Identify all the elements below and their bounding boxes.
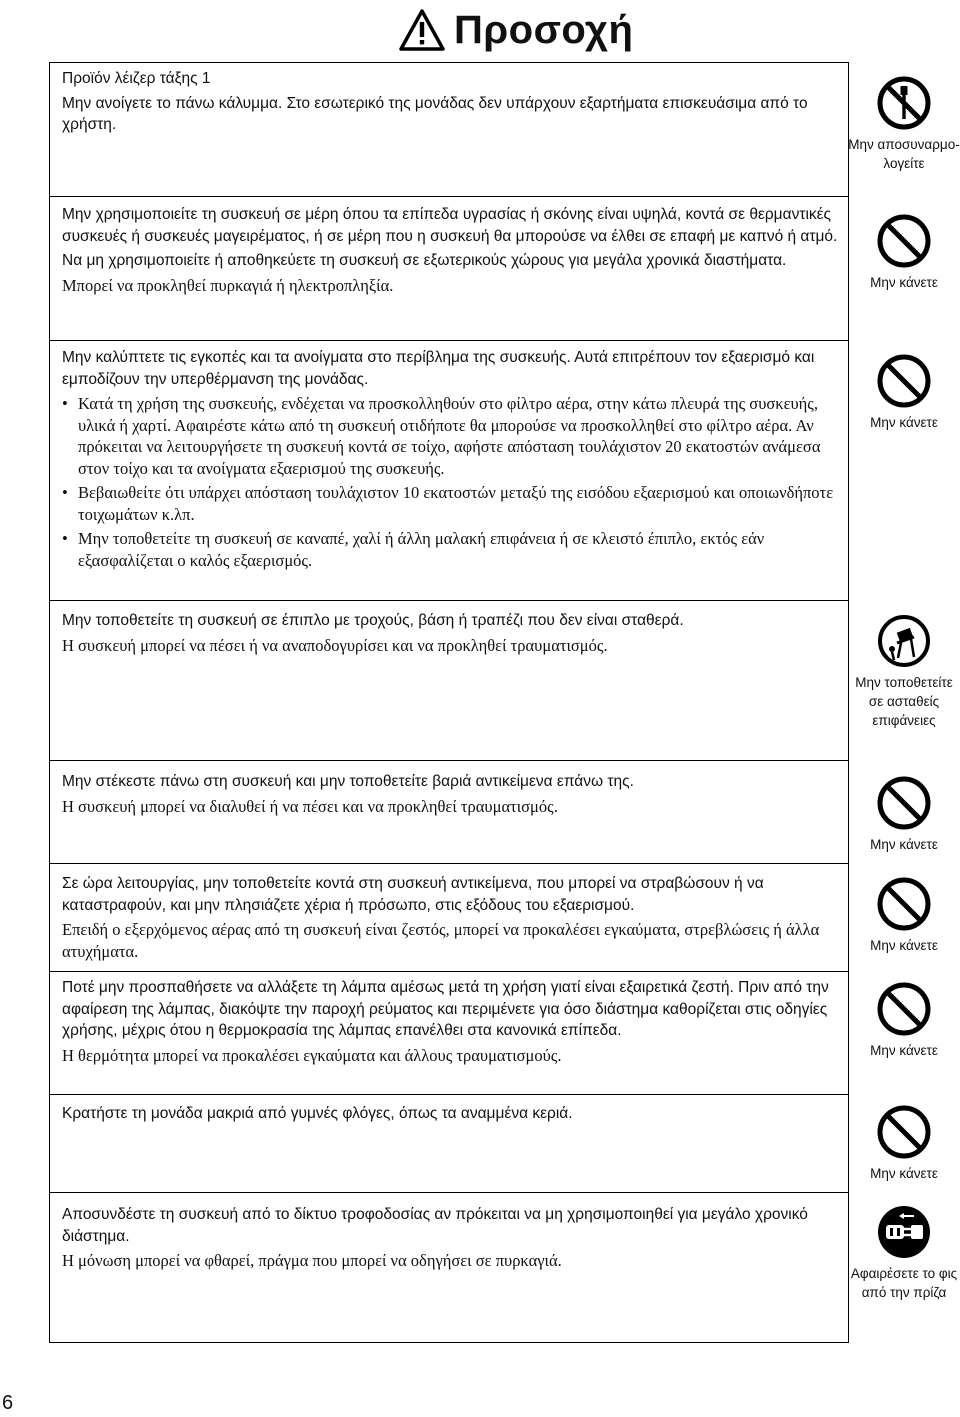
prohibited-icon <box>876 981 932 1037</box>
divider <box>49 1192 849 1193</box>
icon-label: Μην κάνετε <box>870 1043 938 1058</box>
icon-label: Μην αποσυναρμο-λογείτε <box>848 137 960 171</box>
divider <box>49 971 849 972</box>
section-note: Μπορεί να προκληθεί πυρκαγιά ή ηλεκτροπληξία. <box>62 275 394 295</box>
divider <box>49 600 849 601</box>
bullet-item <box>62 528 840 571</box>
warning-section-lamp <box>62 977 840 1069</box>
warning-section-unstable <box>62 610 840 659</box>
section-note: Η θερμότητα μπορεί να προκαλέσει εγκαύματα και άλλους τραυματισμούς. <box>62 1045 562 1065</box>
bullet-item <box>62 393 840 479</box>
warning-section-laser <box>62 68 840 139</box>
page-header <box>0 0 960 62</box>
divider <box>49 1094 849 1095</box>
section-text: Προϊόν λέιζερ τάξης 1 <box>62 70 211 87</box>
bullet-item <box>62 482 840 525</box>
no-disassembly-icon <box>876 75 932 131</box>
icon-label: Αφαιρέσετε το φις από την πρίζα <box>850 1266 958 1300</box>
section-note: Η συσκευή μπορεί να πέσει ή να αναποδογυρίσει και να προκληθεί τραυματισμός. <box>62 635 608 655</box>
bullet-dot: • <box>62 529 68 548</box>
icon-label: Μην κάνετε <box>870 938 938 953</box>
section-text: Μην ανοίγετε το πάνω κάλυμμα. Στο εσωτερικό της μονάδας δεν υπάρχουν εξαρτήματα επισκευάσιμα από το χρήστη. <box>62 94 808 133</box>
icon-label: Μην κάνετε <box>870 275 938 290</box>
section-text: Ποτέ μην προσπαθήσετε να αλλάξετε τη λάμπα αμέσως μετά τη χρήση γιατί είναι εξαιρετικά ζεστή. Πριν από την αφαίρεση της λάμπας, διακόψτε την παροχή ρεύματος και περιμένετε για όσο διάστημα καθορίζεται στις οδηγίες χρήσης, μέχρις ότου η θερμοκρασία της λάμπας επανέλθει στα κανονικά επίπεδα. <box>62 979 829 1039</box>
warning-section-exhaust <box>62 873 840 965</box>
unstable-surface-icon <box>876 613 932 669</box>
prohibited-icon <box>876 876 932 932</box>
icon-label: Μην κάνετε <box>870 415 938 430</box>
warning-section-humidity <box>62 204 840 299</box>
side-icon-block <box>848 1104 960 1183</box>
bullet-dot: • <box>62 394 68 413</box>
caution-heading <box>398 8 633 52</box>
divider <box>49 196 849 197</box>
prohibited-icon <box>876 1104 932 1160</box>
icon-label: Μην κάνετε <box>870 837 938 852</box>
unplug-icon <box>876 1204 932 1260</box>
page-number: 6 <box>2 1392 14 1414</box>
icon-label: Μην κάνετε <box>870 1166 938 1181</box>
side-icon-block <box>848 213 960 292</box>
side-icon-block <box>848 75 960 173</box>
section-note: Η μόνωση μπορεί να φθαρεί, πράγμα που μπορεί να οδηγήσει σε πυρκαγιά. <box>62 1251 562 1270</box>
warning-section-flames <box>62 1103 840 1128</box>
warning-triangle-icon <box>398 8 446 52</box>
icon-label: Μην τοποθετείτε σε ασταθείς επιφάνειες <box>855 675 953 728</box>
side-icon-block <box>848 876 960 955</box>
section-text: Σε ώρα λειτουργίας, μην τοποθετείτε κοντά στη συσκευή αντικείμενα, που μπορεί να στραβώσουν ή να καταστραφούν, και μην πλησιάζετε χέρια ή πρόσωπο, στις εξόδους του εξαερισμού. <box>62 875 764 914</box>
section-text: Μην καλύπτετε τις εγκοπές και τα ανοίγματα στο περίβλημα της συσκευής. Αυτά επιτρέπουν τον εξαερισμό και εμποδίζουν την υπερθέρμανση της μονάδας. <box>62 349 815 388</box>
page-title: Προσοχή <box>454 8 634 52</box>
divider <box>49 760 849 761</box>
side-icon-block <box>848 775 960 854</box>
prohibited-icon <box>876 775 932 831</box>
section-text: Να μη χρησιμοποιείτε ή αποθηκεύετε τη συσκευή σε εξωτερικούς χώρους για μεγάλα χρονικά διαστήματα. <box>62 252 787 269</box>
bullet-dot: • <box>62 483 68 502</box>
prohibited-icon <box>876 213 932 269</box>
section-note: Η συσκευή μπορεί να διαλυθεί ή να πέσει και να προκληθεί τραυματισμός. <box>62 796 558 816</box>
side-icon-block <box>848 353 960 432</box>
section-text: Μην τοποθετείτε τη συσκευή σε έπιπλο με τροχούς, βάση ή τραπέζι που δεν είναι σταθερά. <box>62 612 684 629</box>
section-note: Επειδή ο εξερχόμενος αέρας από τη συσκευή είναι ζεστός, μπορεί να προκαλέσει εγκαύματα, στρεβλώσεις ή άλλα ατυχήματα. <box>62 920 820 961</box>
bullet-text: Μην τοποθετείτε τη συσκευή σε καναπέ, χαλί ή άλλη μαλακή επιφάνεια ή σε κλειστό έπιπλο, εκτός εάν εξασφαλίζεται ο καλός εξαερισμός. <box>78 529 765 570</box>
divider <box>49 1342 849 1343</box>
bullet-text: Κατά τη χρήση της συσκευής, ενδέχεται να προσκολληθούν στο φίλτρο αέρα, στην κάτω πλευρά της συσκευής, υλικά ή χαρτί. Αφαιρέστε κάτω από τη συσκευή οτιδήποτε θα μπορούσε να προσκολληθεί στο φίλτρο αέρα. Αν πρόκειται να λειτουργήσετε τη συσκευή κοντά σε τοίχο, αφήστε απόσταση τουλάχιστον 20 εκατοστών ανάμεσα στον τοίχο και τα ανοίγματα εξαερισμού της συσκευής. <box>78 394 821 478</box>
section-text: Αποσυνδέστε τη συσκευή από το δίκτυο τροφοδοσίας αν πρόκειται να μη χρησιμοποιηθεί για μεγάλο χρονικό διάστημα. <box>62 1206 808 1245</box>
warning-section-unplug <box>62 1204 840 1275</box>
side-icon-block <box>848 981 960 1060</box>
side-icon-block <box>848 613 960 730</box>
section-text: Μην στέκεστε πάνω στη συσκευή και μην τοποθετείτε βαριά αντικείμενα επάνω της. <box>62 773 634 790</box>
warning-section-ventilation <box>62 347 840 574</box>
divider <box>49 863 849 864</box>
prohibited-icon <box>876 353 932 409</box>
section-text: Μην χρησιμοποιείτε τη συσκευή σε μέρη όπου τα επίπεδα υγρασίας ή σκόνης είναι υψηλά, κοντά σε θερμαντικές συσκευές ή συσκευές μαγειρέματος, ή σε μέρη που η συσκευή θα μπορούσε να έλθει σε επαφή με καπνό ή ατμό. <box>62 206 838 245</box>
divider <box>49 62 849 63</box>
side-icon-block <box>848 1204 960 1302</box>
divider <box>49 340 849 341</box>
bullet-text: Βεβαιωθείτε ότι υπάρχει απόσταση τουλάχιστον 10 εκατοστών μεταξύ της εισόδου εξαερισμού και οποιωνδήποτε τοιχωμάτων κ.λπ. <box>78 483 834 524</box>
warning-section-heavy-objects <box>62 771 840 820</box>
section-text: Κρατήστε τη μονάδα μακριά από γυμνές φλόγες, όπως τα αναμμένα κεριά. <box>62 1105 573 1122</box>
